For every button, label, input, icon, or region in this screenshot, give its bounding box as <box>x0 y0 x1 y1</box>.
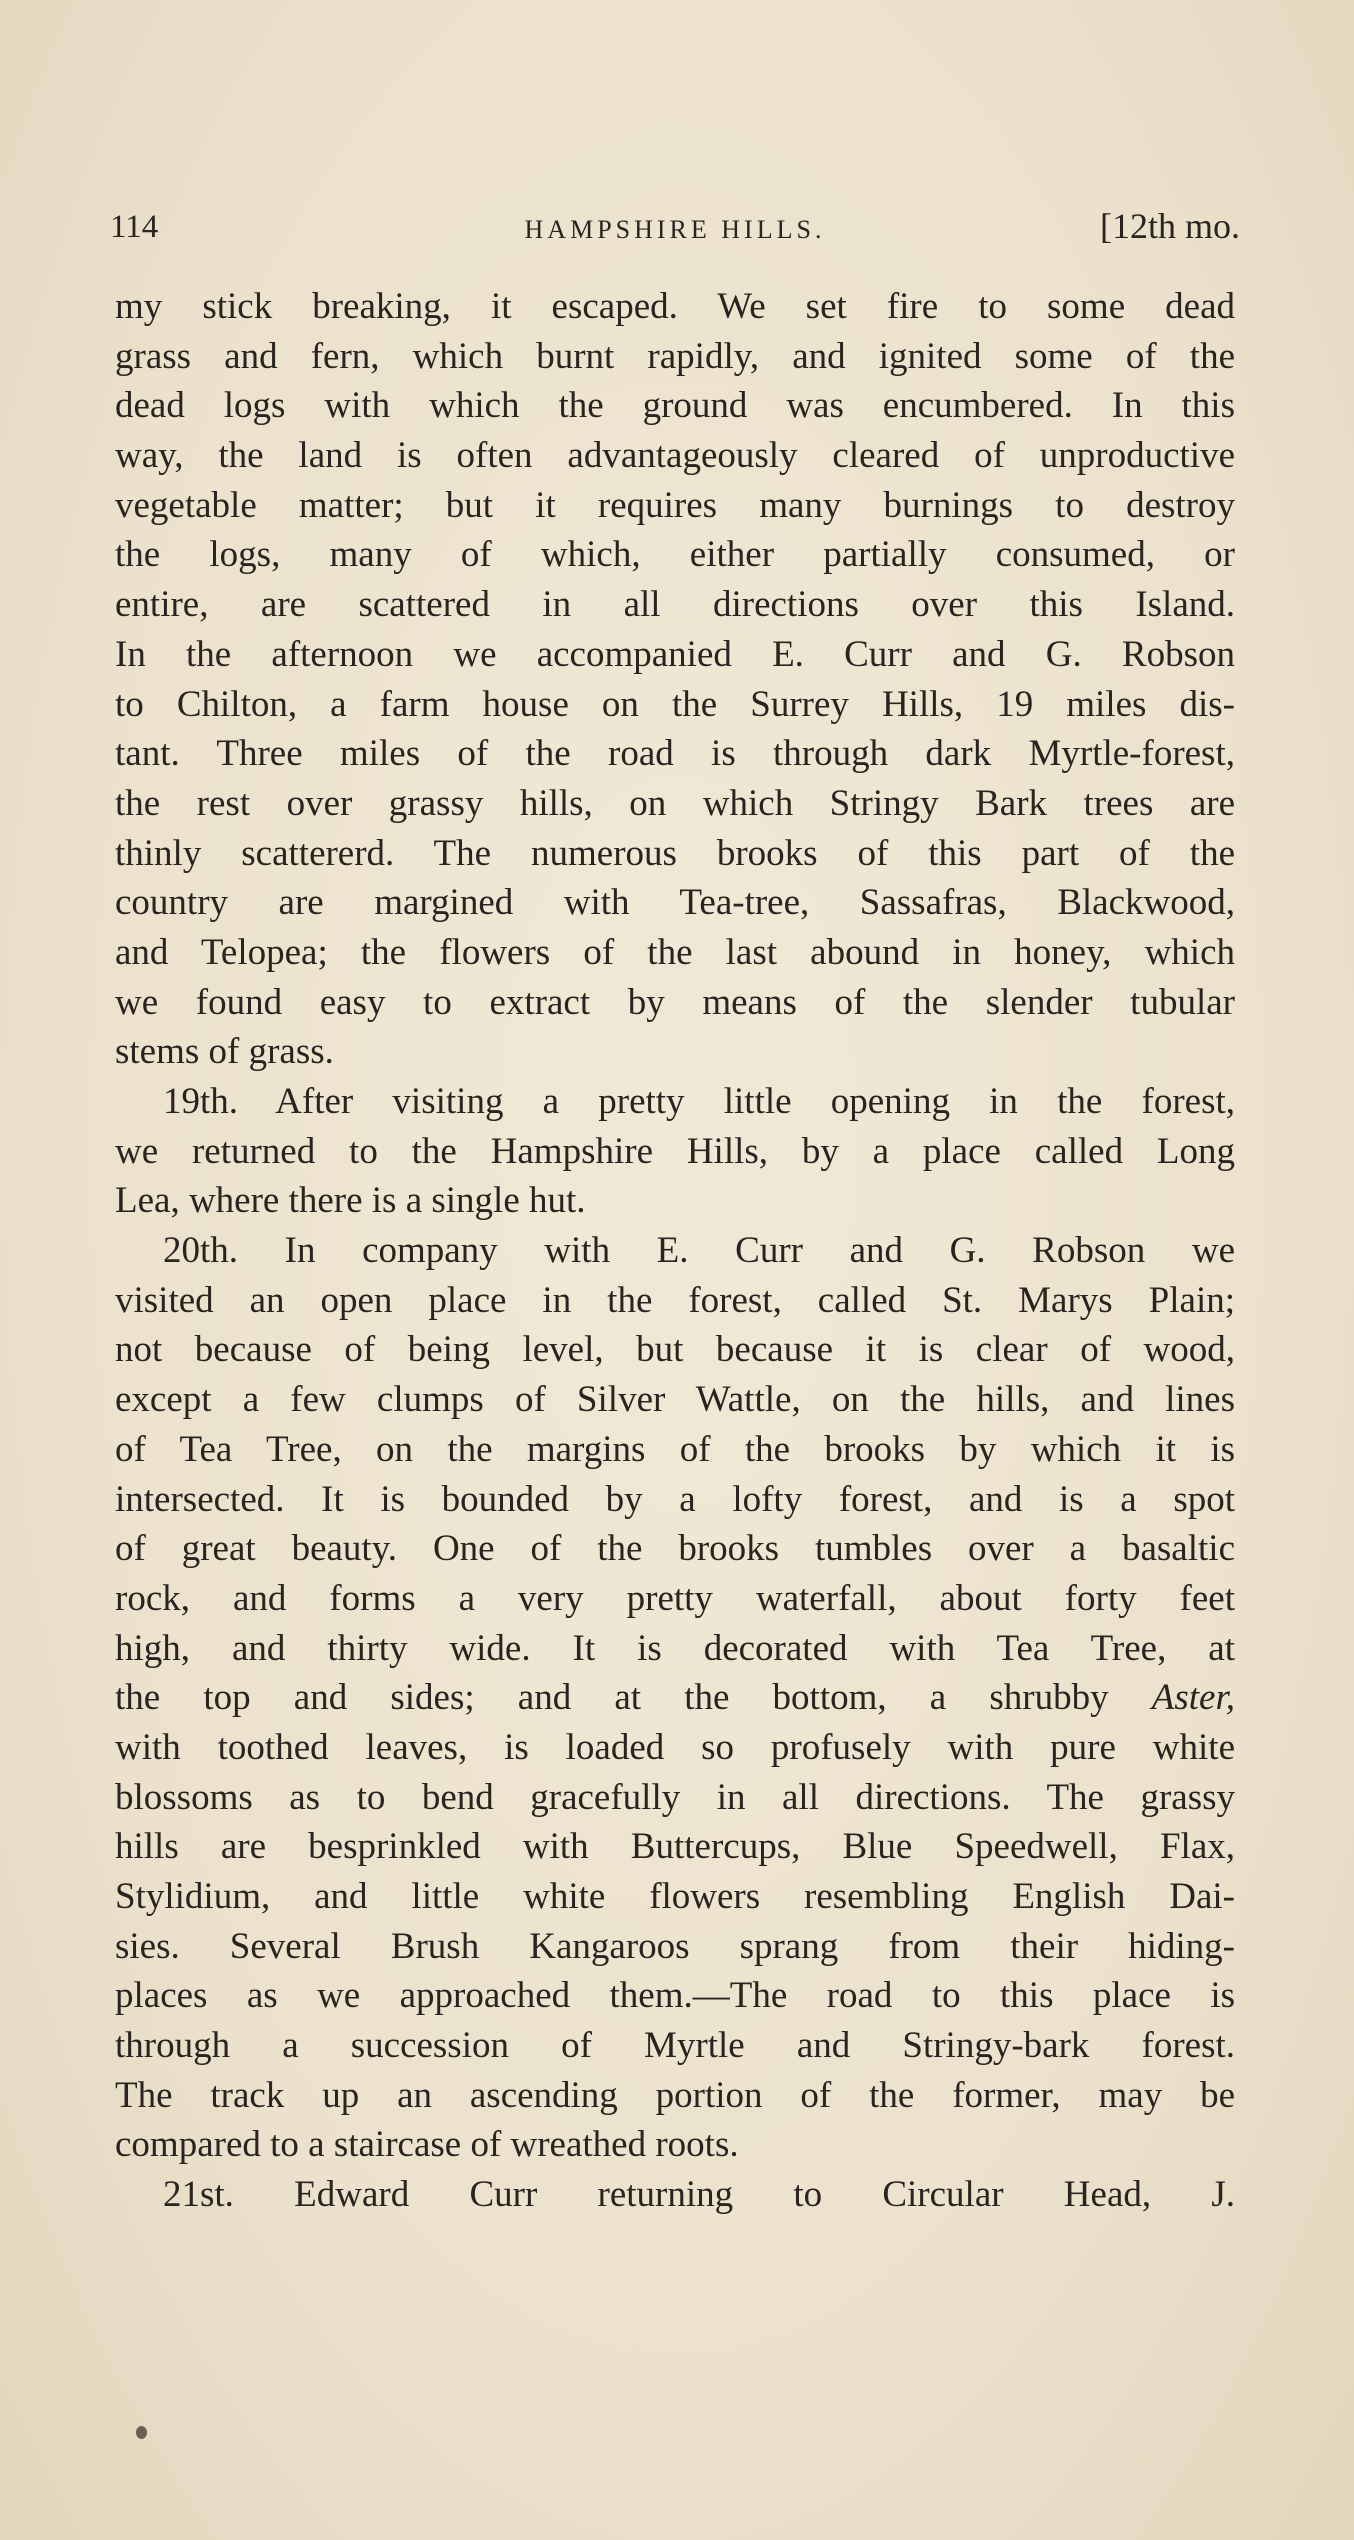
text-line: not because of being level, but because it is clear of wood, <box>115 1329 1235 1371</box>
date-marker: [12th mo. <box>1100 206 1240 246</box>
text-line: The track up an ascending portion of the former, may be <box>115 2074 1235 2116</box>
text-line: hills are besprinkled with Buttercups, Blue Speedwell, Flax, <box>115 1826 1235 1868</box>
text-line: the top and sides; and at the bottom, a shrubby Aster, <box>115 1677 1235 1719</box>
ink-speck <box>136 2426 147 2439</box>
text-line: grass and fern, which burnt rapidly, and ignited some of the <box>115 335 1235 377</box>
text-line: visited an open place in the forest, called St. Marys Plain; <box>115 1279 1235 1321</box>
text-line: Stylidium, and little white flowers resembling English Dai- <box>115 1876 1235 1917</box>
text-line: way, the land is often advantageously cleared of unproductive <box>115 435 1235 477</box>
text-line: dead logs with which the ground was encumbered. In this <box>115 385 1235 427</box>
text-line: thinly scattererd. The numerous brooks of this part of the <box>115 832 1235 874</box>
page-number: 114 <box>110 209 159 245</box>
text-line: high, and thirty wide. It is decorated with Tea Tree, at <box>115 1627 1235 1669</box>
italic-term: Aster, <box>1151 1677 1235 1719</box>
text-line: the rest over grassy hills, on which Stringy Bark trees are <box>115 782 1235 824</box>
text-line: my stick breaking, it escaped. We set fire to some dead <box>115 286 1235 327</box>
text-line: vegetable matter; but it requires many burnings to destroy <box>115 484 1235 526</box>
text-line: entire, are scattered in all directions over this Island. <box>115 584 1235 626</box>
text-line: the logs, many of which, either partially consumed, or <box>115 534 1235 576</box>
text-line: with toothed leaves, is loaded so profusely with pure white <box>115 1726 1235 1768</box>
running-title: HAMPSHIRE HILLS. <box>524 215 826 244</box>
text-line: 19th. After visiting a pretty little opening in the forest, <box>163 1081 1235 1122</box>
text-line: tant. Three miles of the road is through dark Myrtle-forest, <box>115 733 1235 775</box>
text-line: of Tea Tree, on the margins of the brooks by which it is <box>115 1428 1235 1470</box>
text-line: sies. Several Brush Kangaroos sprang from their hiding- <box>115 1925 1235 1967</box>
text-line: of great beauty. One of the brooks tumbles over a basaltic <box>115 1528 1235 1570</box>
text-line: we found easy to extract by means of the slender tubular <box>115 981 1235 1023</box>
text-line: compared to a staircase of wreathed roots. <box>115 2124 739 2166</box>
text-line: through a succession of Myrtle and Stringy-bark forest. <box>115 2025 1235 2067</box>
text-line: Lea, where there is a single hut. <box>115 1180 586 1222</box>
text-line: we returned to the Hampshire Hills, by a place called Long <box>115 1130 1235 1172</box>
text-line: In the afternoon we accompanied E. Curr and G. Robson <box>115 633 1235 675</box>
text-line: places as we approached them.—The road to this place is <box>115 1975 1235 2017</box>
text-line: stems of grass. <box>115 1031 334 1073</box>
text-line: except a few clumps of Silver Wattle, on the hills, and lines <box>115 1379 1235 1421</box>
text-line: 21st. Edward Curr returning to Circular Head, J. <box>163 2174 1235 2216</box>
text-line: rock, and forms a very pretty waterfall, about forty feet <box>115 1577 1235 1619</box>
text-line: blossoms as to bend gracefully in all directions. The grassy <box>115 1776 1235 1818</box>
text-line: country are margined with Tea-tree, Sassafras, Blackwood, <box>115 882 1235 924</box>
body-text <box>115 282 1235 2220</box>
running-head <box>110 205 1240 255</box>
text-line: to Chilton, a farm house on the Surrey Hills, 19 miles dis- <box>115 683 1235 725</box>
text-line: intersected. It is bounded by a lofty forest, and is a spot <box>115 1478 1235 1520</box>
text-line: and Telopea; the flowers of the last abound in honey, which <box>115 931 1235 973</box>
text-line: 20th. In company with E. Curr and G. Robson we <box>163 1230 1235 1272</box>
